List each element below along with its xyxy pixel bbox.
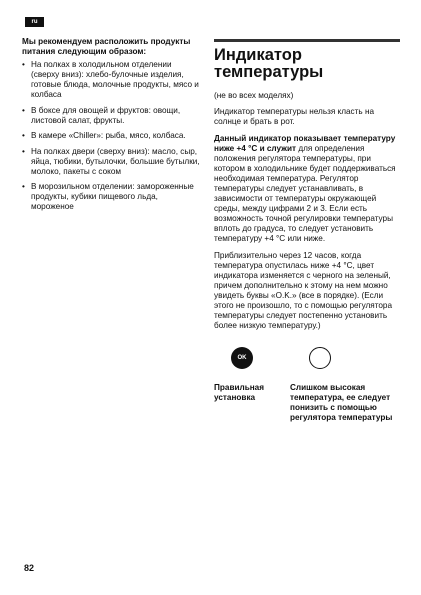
indicator-illustrations	[214, 343, 400, 451]
list-item: • На полках в холодильном отделении (сверху вниз): хлебо-булочные изделия, готовые блюда, молочные продукты, мясо и колбаса	[22, 60, 200, 100]
storage-intro: Мы рекомендуем расположить продукты питания следующим образом:	[22, 37, 191, 56]
indicator-empty-icon	[309, 347, 331, 369]
section-title: Индикатор температуры	[214, 46, 324, 81]
language-badge: ru	[25, 17, 44, 27]
instruction-rest: для определения положения регулятора температуры, при котором в холодильнике будет поддерживаться необходимая температура. Регулятор температуры следует устанавливать, в зависимости от температуры окружающей среды, между цифрами 2 и 3. Если есть возможность точной регулировки температуры вплоть до градуса, то следует установить температуру +4 °C или ниже.	[214, 144, 396, 243]
instruction-bold-lead: Данный индикатор показывает температуру ниже +4 °C и служит	[214, 134, 396, 153]
indicator-ok-icon: OK	[231, 347, 253, 369]
warning-paragraph: Индикатор температуры нельзя класть на солнце и брать в рот.	[214, 107, 375, 126]
caption-too-warm: Слишком высокая температура, ее следует понизить с помощью регулятора температуры	[290, 383, 393, 422]
instruction-paragraph	[214, 134, 400, 244]
storage-recommendations	[22, 37, 200, 218]
page-number: 82	[24, 563, 35, 573]
result-paragraph: Приблизительно через 12 часов, когда температура опустилась ниже +4 °C, цвет индикатора изменяется с черного на зеленый, причем дополнительно к этому на нем можно увидеть буквы «O.K.» (все в порядке). (Если этого не произошло, то с помощью регулятора температуры следует постепенно установить более низкую температуру.)	[214, 251, 393, 330]
storage-list	[22, 60, 200, 212]
list-item: • В камере «Chiller»: рыба, мясо, колбаса.	[22, 131, 200, 141]
list-item: • В боксе для овощей и фруктов: овощи, листовой салат, фрукты.	[22, 106, 200, 126]
caption-correct-setting: Правильная установка	[214, 383, 265, 402]
list-item: • В морозильном отделении: замороженные продукты, кубики пищевого льда, мороженое	[22, 182, 200, 212]
list-item: • На полках двери (сверху вниз): масло, сыр, яйца, тюбики, бутылочки, большие бутылки, молоко, пакеты с соком	[22, 147, 200, 177]
title-rule	[214, 39, 400, 42]
temperature-indicator-section	[214, 39, 400, 451]
model-note: (не во всех моделях)	[214, 91, 294, 100]
